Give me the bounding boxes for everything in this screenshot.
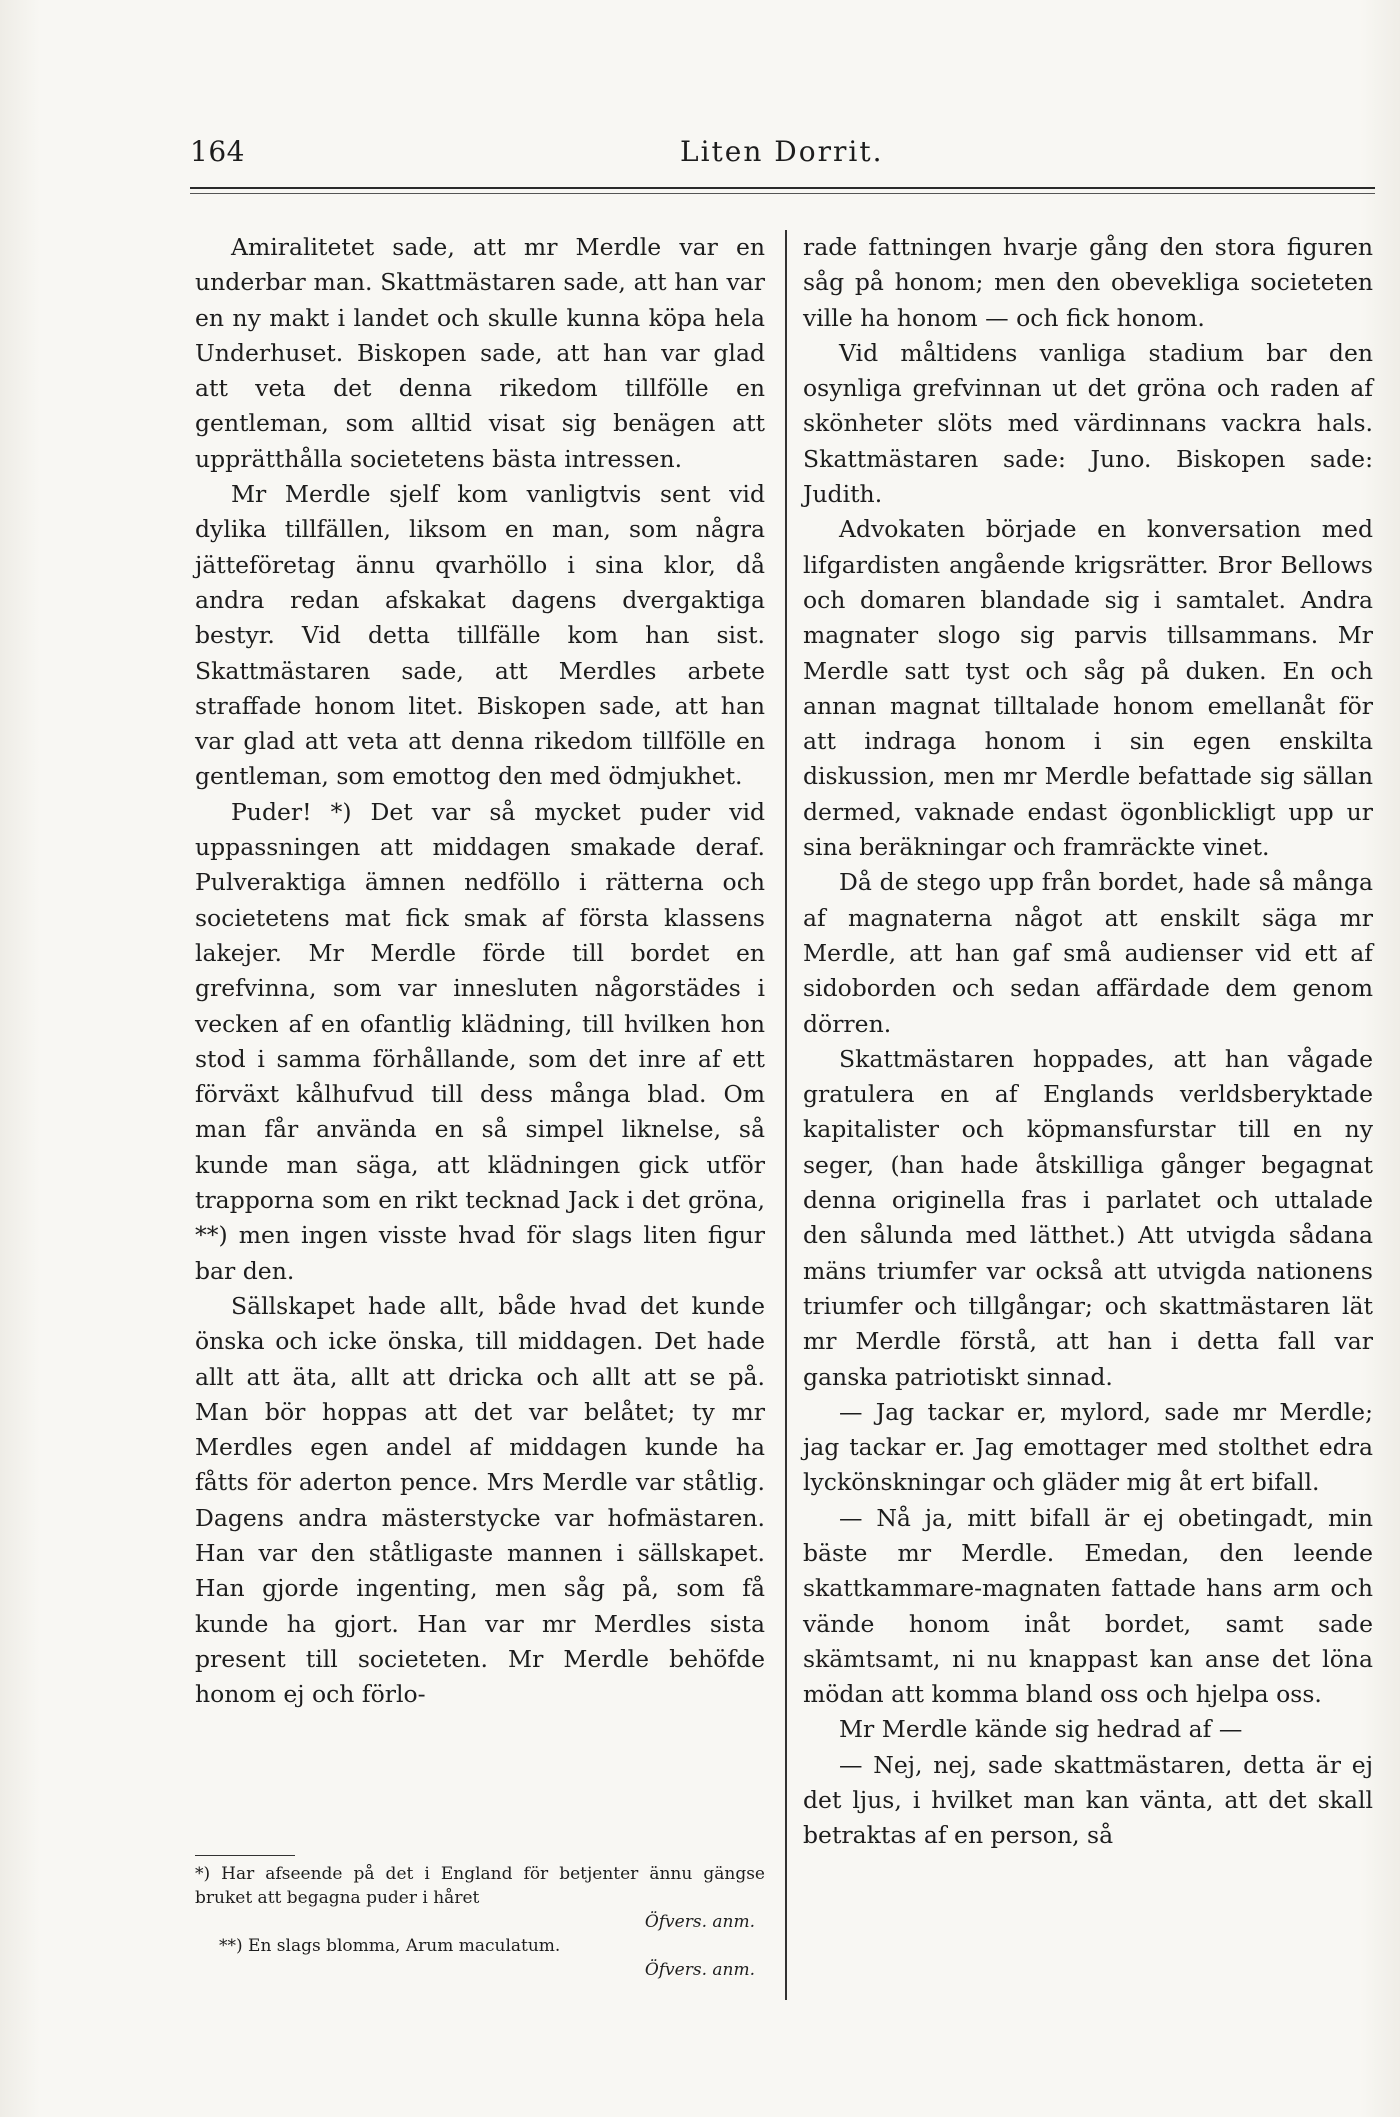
page-header xyxy=(190,135,1375,175)
paragraph: — Jag tackar er, mylord, sade mr Merdle; jag tackar er. Jag emottager med stolthet edra lyckönskningar och gläder mig åt ert bifall. xyxy=(803,1397,1373,1497)
column-divider xyxy=(785,230,787,2000)
left-column xyxy=(195,230,765,1712)
footnote: *) Har afseende på det i England för betjenter ännu gängse bruket att begagna puder i håret xyxy=(195,1864,765,1908)
paragraph: Puder! *) Det var så mycket puder vid uppassningen att middagen smakade deraf. Pulveraktiga ämnen nedföllo i rätterna och societetens mat fick smak af första klassens lakejer. Mr Merdle förde till bordet en grefvinna, som var innesluten någorstädes i vecken af en ofantlig klädning, till hvilken hon stod i samma förhållande, som det inre af ett förväxt kålhufvud till dess många blad. Om man får använda en så simpel liknelse, så kunde man säga, att klädningen gick utför trapporna som en rikt tecknad Jack i det gröna, **) men ingen visste hvad för slags liten figur bar den. xyxy=(195,797,765,1285)
paragraph: Advokaten började en konversation med lifgardisten angående krigsrätter. Bror Bellows och domaren blandade sig i samtalet. Andra magnater slogo sig parvis tillsammans. Mr Merdle satt tyst och såg på duken. En och annan magnat tilltalade honom emellanåt för att indraga honom i sin egen enskilta diskussion, men mr Merdle befattade sig sällan dermed, vaknade endast ögonblickligt upp ur sina beräkningar och framräckte vinet. xyxy=(803,515,1373,862)
running-title: Liten Dorrit. xyxy=(680,135,884,168)
paragraph: Vid måltidens vanliga stadium bar den osynliga grefvinnan ut det gröna och raden af skönheter slöts med värdinnans vackra hals. Skattmästaren sade: Juno. Biskopen sade: Judith. xyxy=(803,338,1373,509)
paragraph: Sällskapet hade allt, både hvad det kunde önska och icke önska, till middagen. Det hade allt att äta, allt att dricka och allt att se på. Man bör hoppas att det var belåtet; ty mr Merdles egen andel af middagen kunde ha fåtts för aderton pence. Mrs Merdle var ståtlig. Dagens andra mästerstycke var hofmästaren. Han var den ståtligaste mannen i sällskapet. Han gjorde ingenting, men såg på, som få kunde ha gjort. Han var mr Merdles sista present till societeten. Mr Merdle behöfde honom ej och förlo- xyxy=(195,1291,765,1709)
header-rule xyxy=(190,187,1375,189)
paragraph: Amiralitetet sade, att mr Merdle var en underbar man. Skattmästaren sade, att han var en ny makt i landet och skulle kunna köpa hela Underhuset. Biskopen sade, att han var glad att veta det denna rikedom tillfölle en gentleman, som alltid visat sig benägen att upprätthålla societetens bästa intressen. xyxy=(195,233,765,473)
paragraph: — Nej, nej, sade skattmästaren, detta är ej det ljus, i hvilket man kan vänta, att det skall betraktas af en person, så xyxy=(803,1750,1373,1850)
footnote-rule xyxy=(195,1855,295,1856)
paragraph: Då de stego upp från bordet, hade så många af magnaterna något att enskilt säga mr Merdle, att han gaf små audienser vid ett af sidoborden och sedan affärdade dem genom dörren. xyxy=(803,868,1373,1038)
paragraph: Mr Merdle sjelf kom vanligtvis sent vid dylika tillfällen, liksom en man, som några jätteföretag ännu qvarhöllo i sina klor, då andra redan afskakat dagens dvergaktiga bestyr. Vid detta tillfälle kom han sist. Skattmästaren sade, att Merdles arbete straffade honom litet. Biskopen sade, att han var glad att veta att denna rikedom tillfölle en gentleman, som emottog den med ödmjukhet. xyxy=(195,480,765,791)
footnote-signature: Öfvers. anm. xyxy=(644,1912,755,1932)
paragraph: — Nå ja, mitt bifall är ej obetingadt, min bäste mr Merdle. Emedan, den leende skattkammare-magnaten fattade hans arm och vände honom inåt bordet, samt sade skämtsamt, ni nu knappast kan anse det löna mödan att komma bland oss och hjelpa oss. xyxy=(803,1503,1373,1709)
right-column xyxy=(803,230,1373,1854)
page-number: 164 xyxy=(190,135,245,168)
paragraph: Skattmästaren hoppades, att han vågade gratulera en af Englands verldsberyktade kapitalister och köpmansfurstar till en ny seger, (han hade åtskilliga gånger begagnat denna originella fras i parlatet och uttalade den sålunda med lätthet.) Att utvigda sådana mäns triumfer var också att utvigda nationens triumfer och tillgångar; och skattmästaren lät mr Merdle förstå, att han i detta fall var ganska patriotiskt sinnad. xyxy=(803,1044,1373,1391)
paragraph: rade fattningen hvarje gång den stora figuren såg på honom; men den obevekliga societeten ville ha honom — och fick honom. xyxy=(803,233,1373,332)
header-rule-thin xyxy=(190,193,1375,194)
footnote: **) En slags blomma, Arum maculatum. xyxy=(219,1936,561,1956)
paragraph: Mr Merdle kände sig hedrad af — xyxy=(839,1715,1243,1744)
footnotes xyxy=(195,1862,765,1982)
footnote-signature: Öfvers. anm. xyxy=(644,1960,755,1980)
